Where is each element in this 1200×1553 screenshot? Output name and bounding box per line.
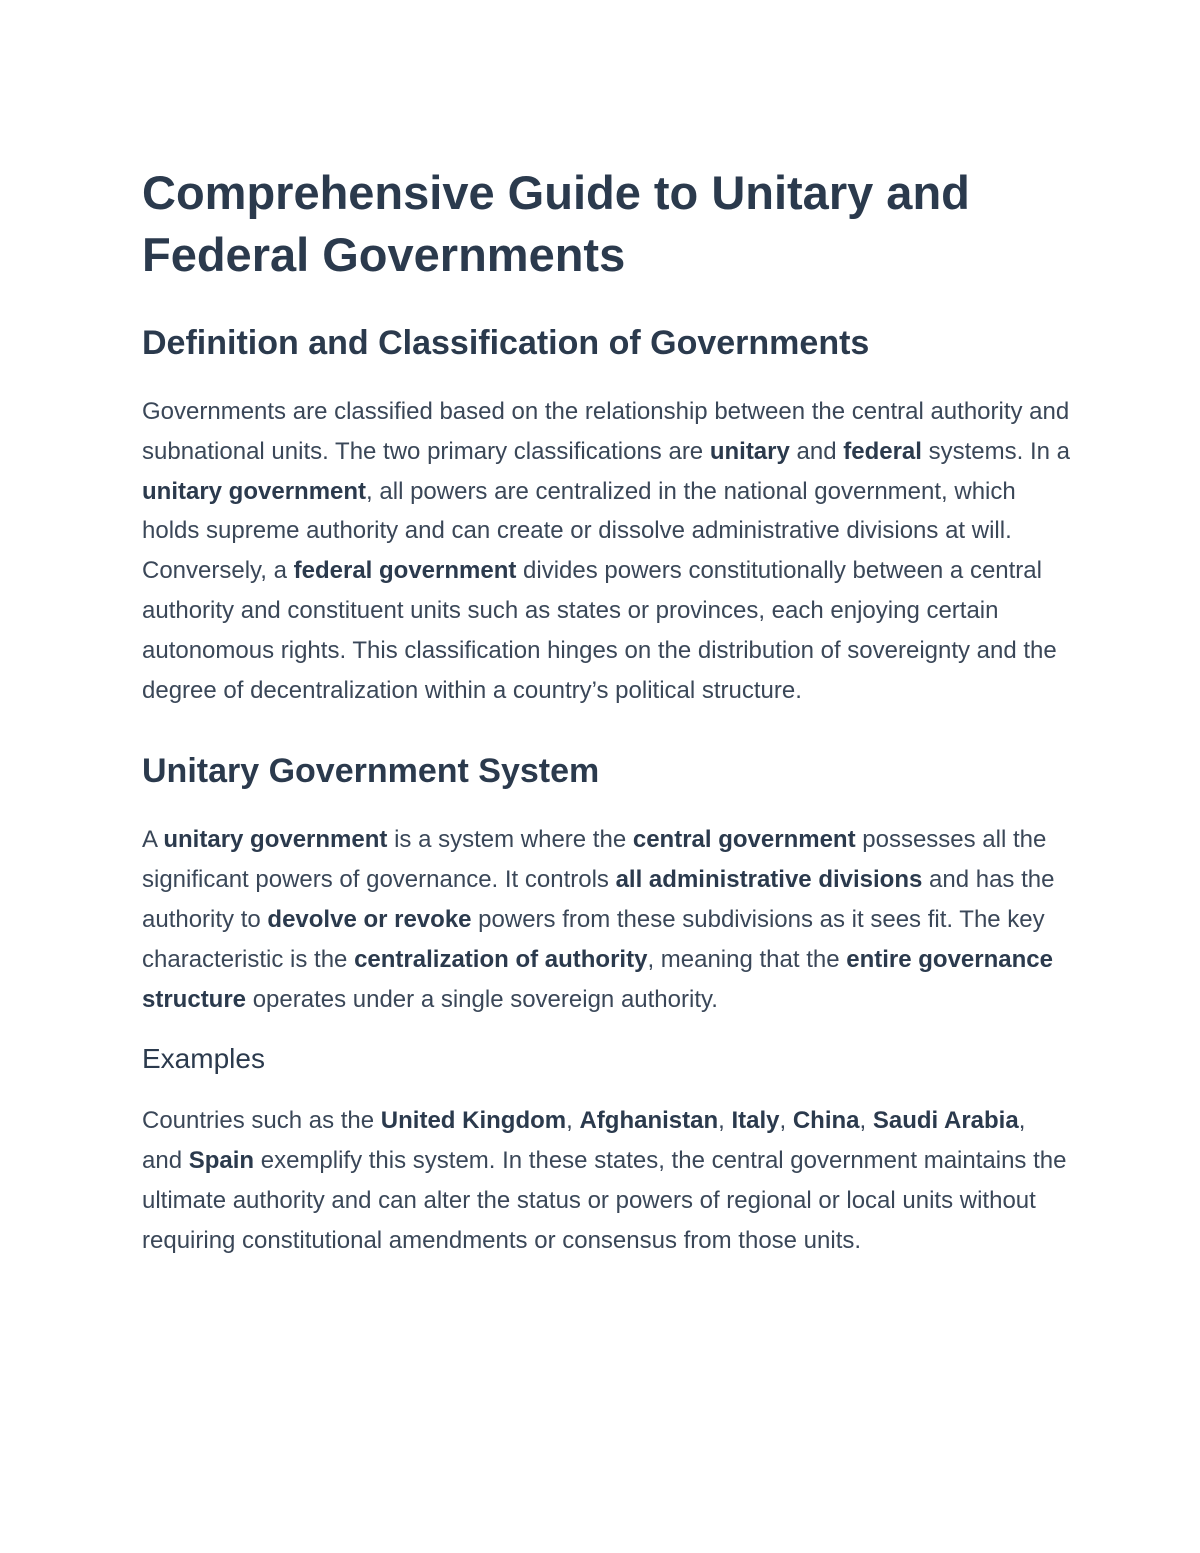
bold-term: entire governance structure [142,945,1053,1013]
paragraph-unitary [142,820,1072,1019]
text-run: Countries such as the [142,1107,381,1135]
bold-term: all administrative divisions [615,866,923,894]
bold-term: unitary [709,437,790,465]
paragraph-definition [142,392,1072,710]
bold-term: Italy [731,1107,780,1135]
paragraph-examples [142,1101,1072,1260]
document-page [142,162,1072,1261]
bold-term: Afghanistan [579,1107,719,1135]
text-run: , meaning that the [647,945,847,973]
text-run: powers from these subdivisions as it sees fit. The key characteristic is the [142,905,1045,973]
subheading-examples: Examples [142,1043,265,1075]
bold-term: unitary government [163,826,388,854]
text-run: operates under a single sovereign authority. [246,985,718,1013]
text-run: , [718,1107,732,1135]
section-heading-unitary: Unitary Government System [142,752,600,791]
text-run: and [789,437,844,465]
text-run: , all powers are centralized in the national government, which holds supreme authority and can create or dissolve administrative divisions at will. Conversely, a [142,477,1016,585]
text-run: A [142,826,164,854]
text-run: , [779,1107,793,1135]
bold-term: federal [843,437,922,465]
text-run: , [859,1107,873,1135]
section-heading-definition: Definition and Classification of Governments [142,324,870,362]
text-run: , and [142,1107,1026,1175]
bold-term: central government [632,826,856,854]
bold-term: centralization of authority [354,945,648,973]
bold-term: devolve or revoke [267,905,472,933]
bold-term: United Kingdom [380,1107,567,1135]
text-run: divides powers constitutionally between a central authority and constituent units such as states or provinces, each enjoying certain autonomous rights. This classification hinges on the distribution of sovereignty and the degree of decentralization within a country’s political structure. [142,557,1057,704]
bold-term: federal government [293,557,517,585]
bold-term: Spain [188,1147,255,1175]
bold-term: unitary government [142,477,367,505]
text-run: is a system where the [387,826,633,854]
bold-term: China [792,1107,860,1135]
text-run: , [566,1107,580,1135]
text-run: exemplify this system. In these states, the central government maintains the ultimate authority and can alter the status or powers of regional or local units without requiring constitutional amendments or consensus from those units. [142,1147,1067,1254]
bold-term: Saudi Arabia [872,1107,1019,1135]
text-run: Governments are classified based on the relationship between the central authority and subnational units. The two primary classifications are [142,398,1070,465]
text-run: possesses all the significant powers of governance. It controls [142,826,1047,894]
text-run: and has the authority to [142,866,1055,933]
document-title: Comprehensive Guide to Unitary and Federal Governments [142,166,970,281]
text-run: systems. In a [921,437,1070,465]
